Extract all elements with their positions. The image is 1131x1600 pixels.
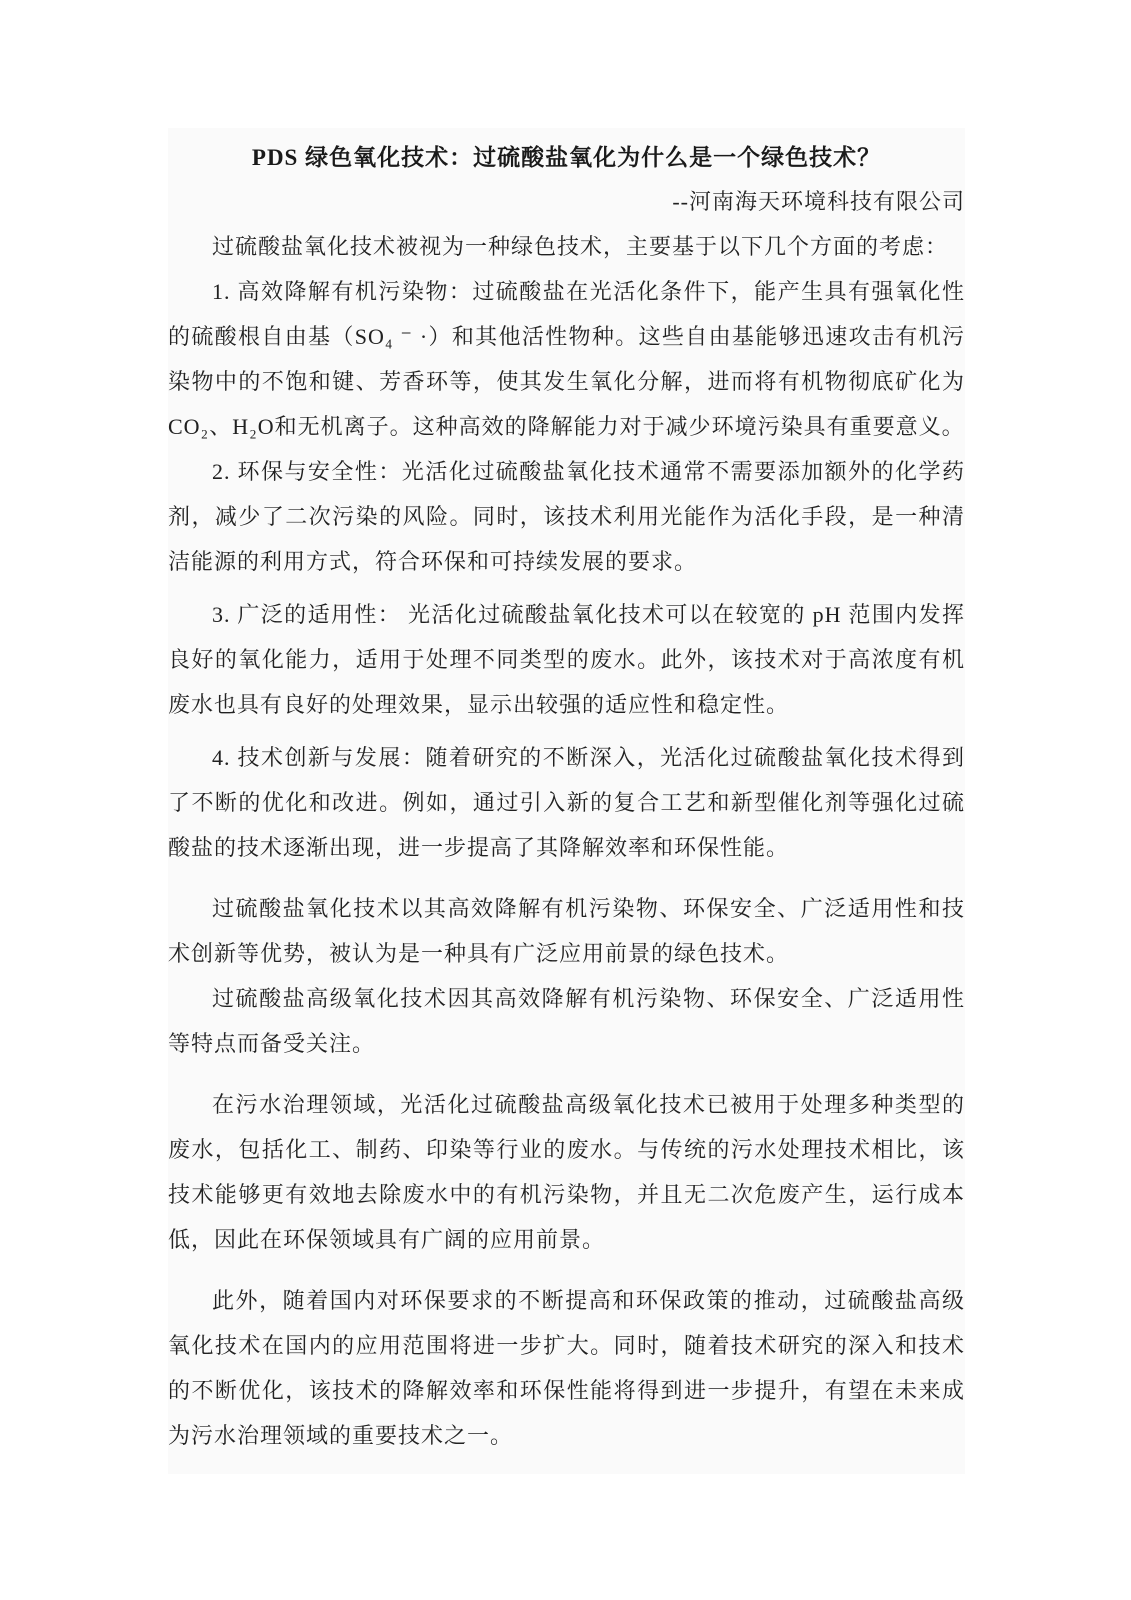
body-paragraph-8: 此外，随着国内对环保要求的不断提高和环保政策的推动，过硫酸盐高级氧化技术在国内的应用范围将进一步扩大。同时，随着技术研究的深入和技术的不断优化，该技术的降解效率和环保性能将得到进一步提升，有望在未来成为污水治理领域的重要技术之一。: [168, 1288, 965, 1448]
intro-paragraph: 过硫酸盐氧化技术被视为一种绿色技术，主要基于以下几个方面的考虑：: [212, 234, 949, 259]
body-paragraph-6: 过硫酸盐高级氧化技术因其高效降解有机污染物、环保安全、广泛适用性等特点而备受关注。: [168, 986, 965, 1056]
body-paragraph-2: 2. 环保与安全性：光活化过硫酸盐氧化技术通常不需要添加额外的化学药剂，减少了二次污染的风险。同时，该技术利用光能作为活化手段，是一种清洁能源的利用方式，符合环保和可持续发展的要求。: [168, 459, 965, 574]
body-paragraph-3: 3. 广泛的适用性： 光活化过硫酸盐氧化技术可以在较宽的 pH 范围内发挥良好的氧化能力，适用于处理不同类型的废水。此外，该技术对于高浓度有机废水也具有良好的处理效果，显示出较强的适应性和稳定性。: [168, 602, 965, 717]
document-byline: --河南海天环境科技有限公司: [672, 189, 965, 214]
body-paragraph-1: 1. 高效降解有机污染物：过硫酸盐在光活化条件下，能产生具有强氧化性的硫酸根自由基（SO₄ ⁻ ·）和其他活性物种。这些自由基能够迅速攻击有机污染物中的不饱和键、芳香环等，使其发生氧化分解，进而将有机物彻底矿化为CO₂、H₂O和无机离子。这种高效的降解能力对于减少环境污染具有重要意义。: [168, 279, 965, 439]
document-title: PDS 绿色氧化技术：过硫酸盐氧化为什么是一个绿色技术？: [251, 145, 882, 170]
body-paragraph-5: 过硫酸盐氧化技术以其高效降解有机污染物、环保安全、广泛适用性和技术创新等优势，被认为是一种具有广泛应用前景的绿色技术。: [168, 896, 965, 966]
body-paragraph-4: 4. 技术创新与发展：随着研究的不断深入，光活化过硫酸盐氧化技术得到了不断的优化和改进。例如，通过引入新的复合工艺和新型催化剂等强化过硫酸盐的技术逐渐出现，进一步提高了其降解效率和环保性能。: [168, 745, 965, 860]
body-paragraph-7: 在污水治理领域，光活化过硫酸盐高级氧化技术已被用于处理多种类型的废水，包括化工、制药、印染等行业的废水。与传统的污水处理技术相比，该技术能够更有效地去除废水中的有机污染物，并且无二次危废产生，运行成本低，因此在环保领域具有广阔的应用前景。: [168, 1092, 965, 1252]
document-content: [168, 128, 965, 1474]
